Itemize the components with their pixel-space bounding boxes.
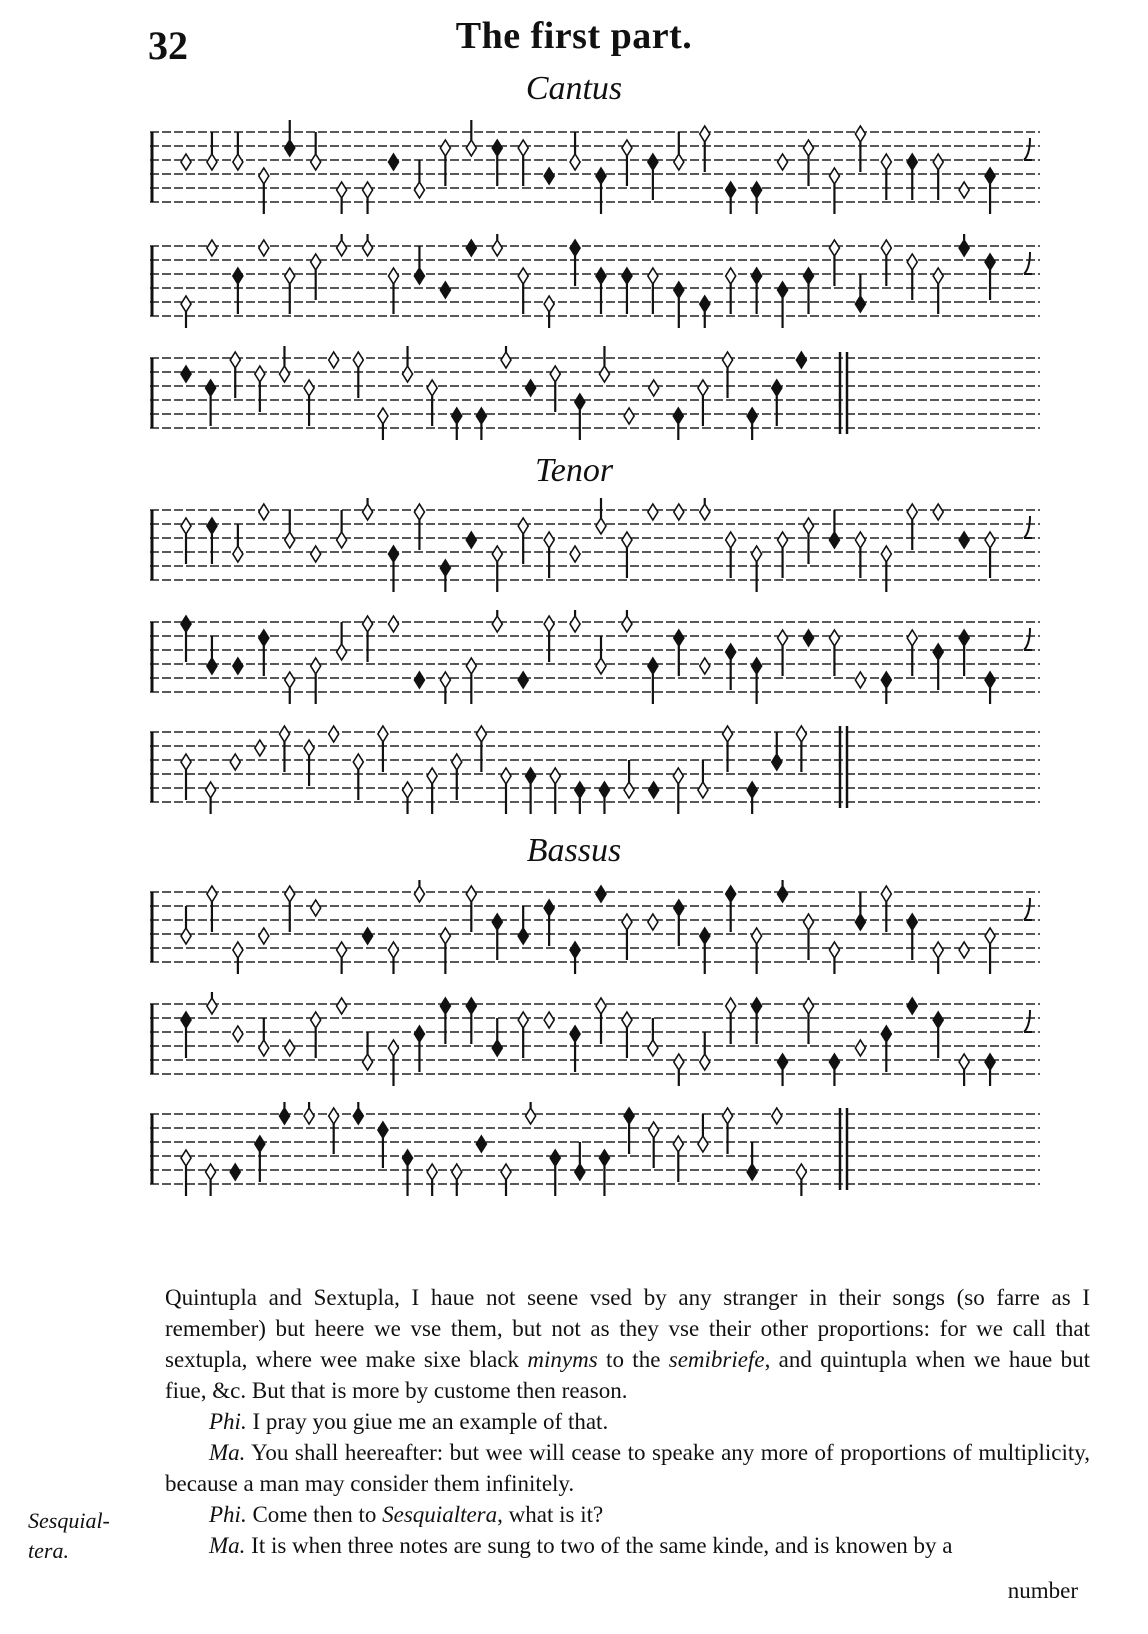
- music-system: [150, 232, 1050, 332]
- paragraph: [165, 1282, 1090, 1406]
- voice-title-tenor: Tenor: [534, 452, 614, 489]
- dialogue-line: [165, 1530, 1090, 1561]
- running-head: The first part.: [455, 15, 693, 57]
- music-system: [150, 878, 1050, 978]
- page-number: 32: [148, 23, 188, 68]
- text-run: I pray you giue me an example of that.: [246, 1409, 609, 1434]
- music-system: [150, 344, 1050, 444]
- speaker-label: Ma.: [209, 1440, 246, 1465]
- text-run-italic: semibriefe: [668, 1347, 765, 1372]
- music-system: [150, 990, 1050, 1090]
- music-system: [150, 1100, 1050, 1200]
- body-text: [165, 1282, 1090, 1561]
- dialogue-line: [165, 1406, 1090, 1437]
- text-run: You shall heereafter: but wee will cease to speake any more of proportions of multiplicity, because a man may consider them infinitely.: [165, 1440, 1090, 1496]
- voice-title-cantus: Cantus: [525, 70, 623, 107]
- music-system: [150, 496, 1050, 596]
- speaker-label: Phi.: [209, 1409, 247, 1434]
- dialogue-line: [165, 1437, 1090, 1499]
- margin-note-line: tera.: [28, 1538, 69, 1563]
- dialogue-line: [165, 1499, 1090, 1530]
- voice-title-bassus: Bassus: [526, 832, 622, 869]
- music-system: [150, 118, 1050, 218]
- text-run: , and quintupla when we haue but fiue, &c. But that is more by custome then reason.: [165, 1347, 1090, 1403]
- margin-note: [28, 1506, 138, 1566]
- text-run: to the: [597, 1347, 669, 1372]
- speaker-label: Ma.: [209, 1533, 246, 1558]
- margin-note-line: Sesquial-: [28, 1508, 110, 1533]
- text-run-italic: minyms: [527, 1347, 598, 1372]
- text-run: Come then to: [246, 1502, 383, 1527]
- text-run-italic: Sesquialtera: [382, 1502, 498, 1527]
- text-run: , what is it?: [497, 1502, 604, 1527]
- text-run: Quintupla and Sextupla, I haue not seene vsed by any stranger in their songs (so farre as I remember) but heere we vse them, but not as they vse their other proportions: for we call that sextupla, where wee make sixe black: [165, 1285, 1090, 1372]
- catchword: number: [1007, 1578, 1078, 1603]
- music-system: [150, 608, 1050, 708]
- music-system: [150, 718, 1050, 818]
- text-run: It is when three notes are sung to two of the same kinde, and is knowen by a: [245, 1533, 953, 1558]
- speaker-label: Phi.: [209, 1502, 247, 1527]
